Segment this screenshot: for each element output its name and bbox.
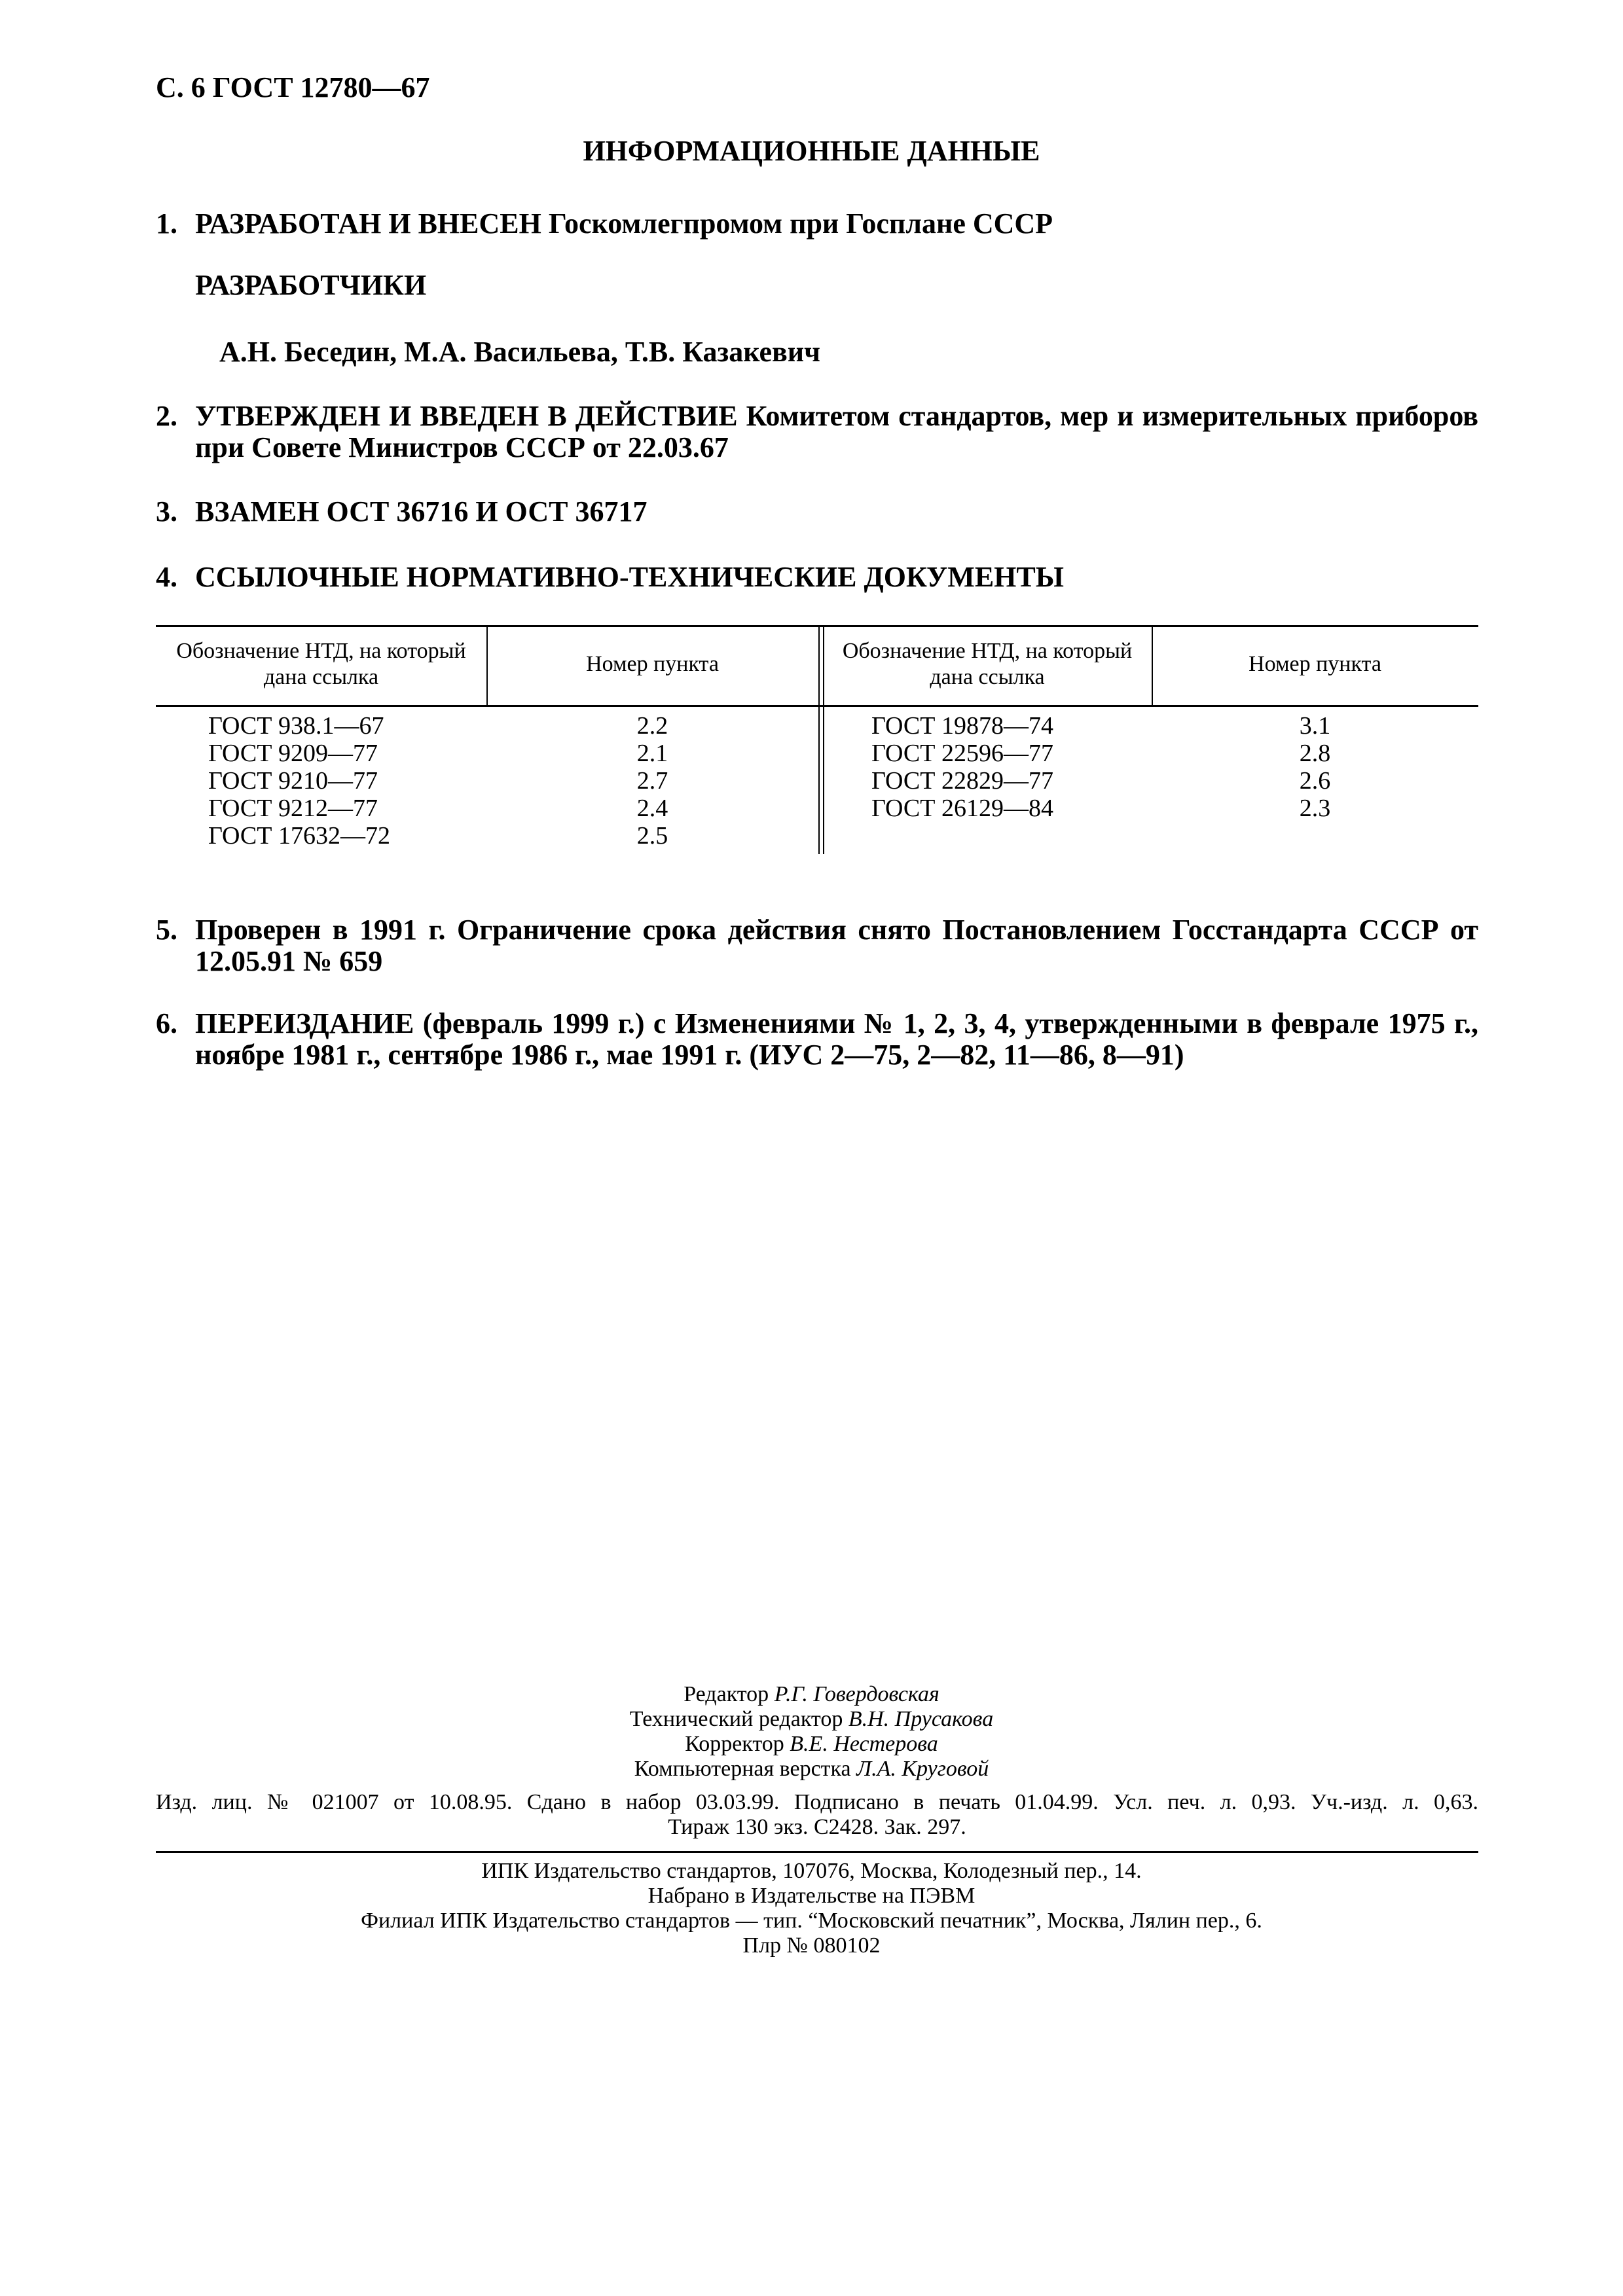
item-number: 4.: [156, 561, 177, 593]
column-divider-double: [818, 625, 820, 854]
table-cell-clause: 2.1: [636, 740, 668, 767]
table-cell-doc: ГОСТ 19878—74: [871, 712, 1053, 740]
table-cell-doc: ГОСТ 22829—77: [871, 767, 1053, 795]
publisher-footer: [0, 1859, 1623, 1958]
credit-line: [0, 1707, 1623, 1732]
developers-heading: РАЗРАБОТЧИКИ: [195, 269, 427, 301]
item-text: ПЕРЕИЗДАНИЕ (февраль 1999 г.) с Изменениями № 1, 2, 3, 4, утвержденными в феврале 1975 г., ноябре 1981 г., сентябре 1986 г., мае 1991 г. (ИУС 2—75, 2—82, 11—86, 8—91): [195, 1007, 1478, 1071]
table-header-rule: [156, 705, 1478, 707]
footer-line: Филиал ИПК Издательство стандартов — тип. “Московский печатник”, Москва, Лялин пер., 6.: [361, 1909, 1262, 1933]
credit-line: [0, 1682, 1623, 1707]
table-cell-clause: 2.6: [1299, 767, 1331, 795]
item-text: ВЗАМЕН ОСТ 36716 И ОСТ 36717: [195, 495, 647, 528]
item-text: УТВЕРЖДЕН И ВВЕДЕН В ДЕЙСТВИЕ Комитетом стандартов, мер и измерительных приборов при Совете Министров СССР от 22.03.67: [195, 400, 1478, 463]
info-item-3: [156, 496, 1478, 528]
table-cell-doc: ГОСТ 938.1—67: [208, 712, 384, 740]
credit-line: [0, 1732, 1623, 1757]
publication-info: [156, 1790, 1478, 1840]
table-cell-doc: ГОСТ 9210—77: [208, 767, 378, 795]
header-designation-left: Обозначение НТД, на который дана ссылка: [176, 639, 466, 689]
credit-role: Редактор: [684, 1682, 769, 1706]
header-clause-right: Номер пункта: [1249, 652, 1381, 676]
credit-role: Компьютерная верстка: [634, 1757, 851, 1781]
item-number: 2.: [156, 400, 177, 432]
table-cell-clause: 2.8: [1299, 740, 1331, 767]
publication-info-line-1: Изд. лиц. № 021007 от 10.08.95. Сдано в набор 03.03.99. Подписано в печать 01.04.99. Усл. печ. л. 0,93. Уч.-изд. л. 0,63.: [156, 1790, 1478, 1814]
footer-line: Плр № 080102: [742, 1933, 881, 1958]
info-item-4: [156, 562, 1478, 593]
credit-name: Р.Г. Говердовская: [774, 1682, 939, 1706]
credit-role: Технический редактор: [629, 1707, 843, 1731]
info-item-6: [156, 1008, 1478, 1071]
credit-name: В.Е. Нестерова: [790, 1732, 938, 1756]
table-cell-doc: ГОСТ 26129—84: [871, 795, 1053, 822]
header-clause-left: Номер пункта: [586, 652, 719, 676]
table-cell-clause: 2.7: [636, 767, 668, 795]
page-header: С. 6 ГОСТ 12780—67: [156, 71, 430, 103]
footer-rule: [156, 1851, 1478, 1853]
item-text: Проверен в 1991 г. Ограничение срока действия снято Постановлением Госстандарта СССР от 12.05.91 № 659: [195, 914, 1478, 977]
credit-role: Корректор: [685, 1732, 784, 1756]
header-designation-right: Обозначение НТД, на который дана ссылка: [842, 639, 1133, 689]
publication-info-line-2: Тираж 130 экз. С2428. Зак. 297.: [668, 1815, 966, 1839]
table-cell-clause: 3.1: [1299, 712, 1331, 740]
item-number: 1.: [156, 207, 177, 240]
info-item-1: [156, 208, 1478, 240]
table-top-rule: [156, 625, 1478, 627]
credit-name: В.Н. Прусакова: [848, 1707, 994, 1731]
footer-line: ИПК Издательство стандартов, 107076, Москва, Колодезный пер., 14.: [481, 1859, 1142, 1883]
footer-line: Набрано в Издательстве на ПЭВМ: [647, 1884, 976, 1908]
credit-line: [0, 1757, 1623, 1782]
info-item-2: [156, 401, 1478, 463]
references-table: [156, 625, 1478, 854]
developers-names: А.Н. Беседин, М.А. Васильева, Т.В. Казакевич: [219, 336, 820, 368]
table-cell-clause: 2.3: [1299, 795, 1331, 822]
table-cell-doc: ГОСТ 17632—72: [208, 822, 390, 850]
item-number: 6.: [156, 1007, 177, 1039]
table-cell-clause: 2.2: [636, 712, 668, 740]
table-cell-doc: ГОСТ 9209—77: [208, 740, 378, 767]
item-number: 5.: [156, 914, 177, 946]
editorial-credits: [0, 1682, 1623, 1782]
table-cell-doc: ГОСТ 9212—77: [208, 795, 378, 822]
item-text: РАЗРАБОТАН И ВНЕСЕН Госкомлегпромом при Госплане СССР: [195, 207, 1053, 240]
table-cell-doc: ГОСТ 22596—77: [871, 740, 1053, 767]
credit-name: Л.А. Круговой: [856, 1757, 989, 1781]
table-cell-clause: 2.5: [636, 822, 668, 850]
info-item-5: [156, 914, 1478, 977]
document-title: ИНФОРМАЦИОННЫЕ ДАННЫЕ: [583, 135, 1040, 167]
item-text: ССЫЛОЧНЫЕ НОРМАТИВНО-ТЕХНИЧЕСКИЕ ДОКУМЕНТЫ: [195, 561, 1064, 593]
table-cell-clause: 2.4: [636, 795, 668, 822]
item-number: 3.: [156, 495, 177, 528]
